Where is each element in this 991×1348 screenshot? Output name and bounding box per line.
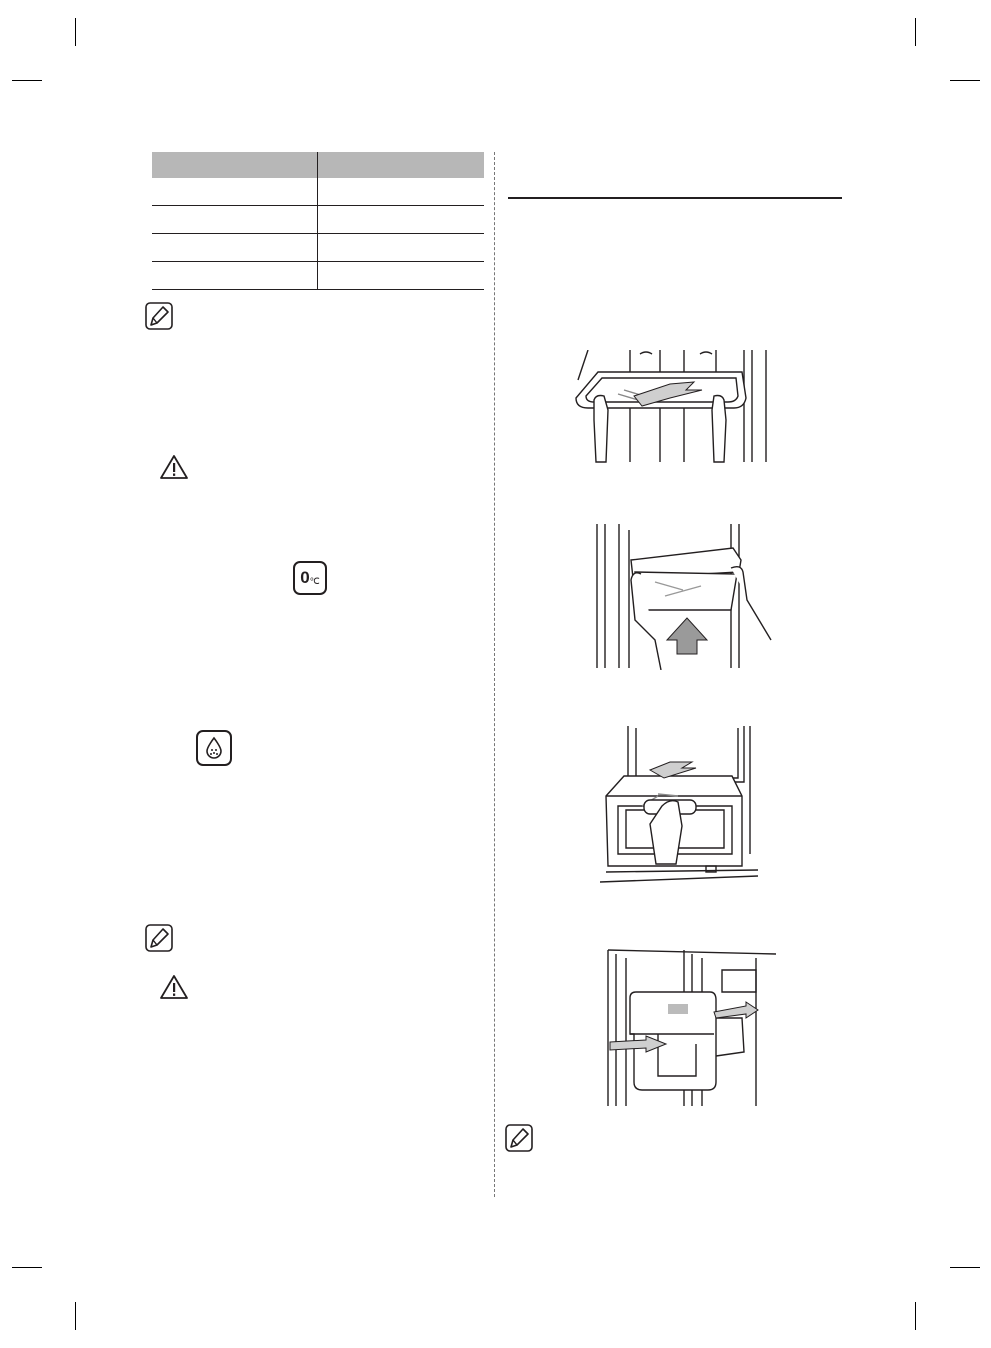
- table-row: [152, 178, 484, 206]
- table-header-row: [152, 152, 484, 178]
- column-divider: [494, 152, 495, 1197]
- table-cell: [318, 234, 485, 262]
- zero-button-label: 0: [300, 568, 310, 587]
- crop-mark: [950, 80, 980, 81]
- table-row: [152, 206, 484, 234]
- crop-mark: [75, 18, 76, 46]
- note-pencil-icon: [145, 924, 173, 952]
- illustration-remove-shelf: [574, 350, 770, 464]
- table-cell: [318, 262, 485, 290]
- table-cell: [318, 178, 485, 206]
- crop-mark: [915, 18, 916, 46]
- crop-mark: [75, 1302, 76, 1330]
- table-row: [152, 262, 484, 290]
- table-header-cell: [318, 152, 485, 178]
- zero-button-unit: ℃: [309, 575, 320, 586]
- table-header-cell: [152, 152, 318, 178]
- warning-triangle-icon: [159, 454, 189, 480]
- note-pencil-icon: [145, 302, 173, 330]
- table-cell: [152, 262, 318, 290]
- illustration-remove-ice-bucket: [606, 944, 778, 1108]
- illustration-pull-drawer: [600, 726, 758, 888]
- crop-mark: [950, 1267, 980, 1268]
- temperature-table: [152, 152, 484, 290]
- crop-mark: [915, 1302, 916, 1330]
- illustration-lift-shelf: [591, 520, 775, 670]
- water-drop-button-icon: [196, 730, 232, 766]
- table-row: [152, 234, 484, 262]
- zero-degree-button-icon: [293, 561, 327, 595]
- table-cell: [318, 206, 485, 234]
- table-cell: [152, 206, 318, 234]
- table-cell: [152, 178, 318, 206]
- note-pencil-icon: [505, 1124, 533, 1152]
- warning-triangle-icon: [159, 974, 189, 1000]
- crop-mark: [12, 1267, 42, 1268]
- crop-mark: [12, 80, 42, 81]
- section-heading-rule: [508, 197, 842, 199]
- table-cell: [152, 234, 318, 262]
